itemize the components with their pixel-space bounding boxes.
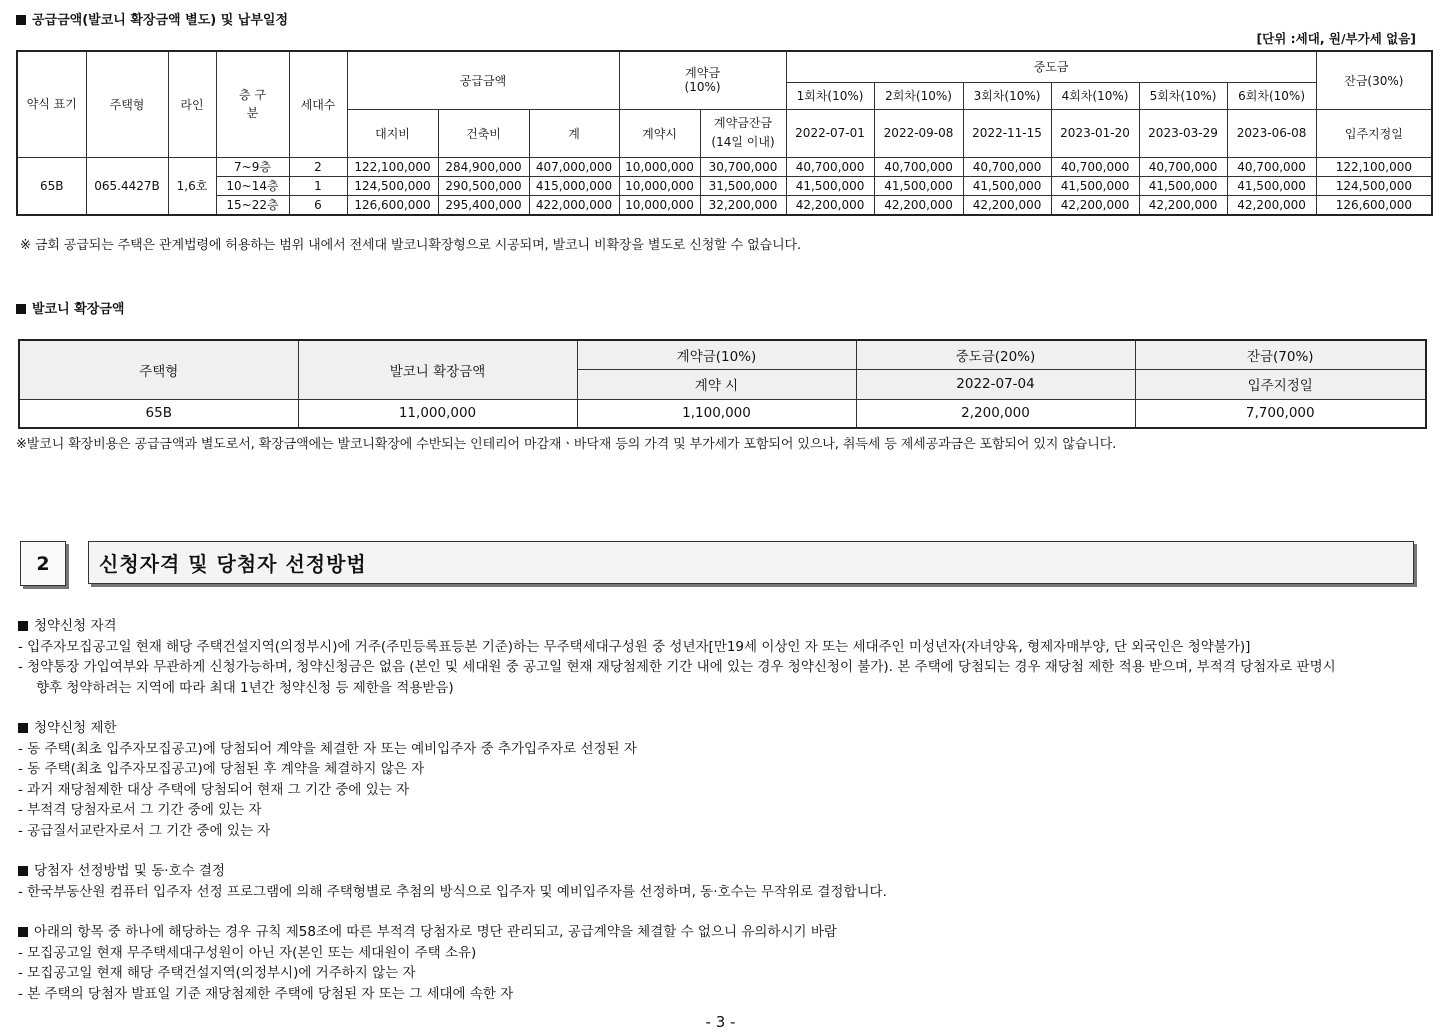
- row-units: 6: [289, 195, 347, 215]
- block-heading: [18, 922, 837, 943]
- row-interim-2: 40,700,000: [874, 157, 963, 176]
- row-interim-5: 42,200,000: [1139, 195, 1227, 215]
- square-bullet-icon: [18, 621, 28, 631]
- row-total: 422,000,000: [529, 195, 619, 215]
- balcony-header-amount: 발코니 확장금액: [298, 340, 577, 399]
- row-interim-4: 40,700,000: [1051, 157, 1139, 176]
- header-supply-amount: 공급금액: [347, 51, 619, 109]
- row-interim-2: 42,200,000: [874, 195, 963, 215]
- restriction-block: [18, 718, 637, 842]
- balcony-header-balance: 잔금(70%): [1135, 340, 1426, 369]
- list-item: - 동 주택(최초 입주자모집공고)에 당첨된 후 계약을 체결하지 않은 자: [18, 761, 425, 778]
- section-number: 2: [20, 541, 66, 586]
- header-interim-date-4: 2023-01-20: [1051, 109, 1139, 157]
- section-title: 신청자격 및 당첨자 선정방법: [88, 541, 1414, 584]
- list-item: - 공급질서교란자로서 그 기간 중에 있는 자: [18, 822, 271, 839]
- table-row: [19, 399, 1426, 428]
- supply-title-text: 공급금액(발코니 확장금액 별도) 및 납부일정: [32, 13, 289, 28]
- row-deposit-at: 10,000,000: [619, 157, 700, 176]
- row-interim-6: 42,200,000: [1227, 195, 1316, 215]
- row-building: 284,900,000: [438, 157, 529, 176]
- row-interim-5: 40,700,000: [1139, 157, 1227, 176]
- header-type: 주택형: [86, 51, 168, 157]
- header-balance: 잔금(30%): [1316, 51, 1432, 109]
- row-land: 122,100,000: [347, 157, 438, 176]
- balcony-row-type: 65B: [19, 399, 298, 428]
- header-deposit: 계약금 (10%): [619, 51, 786, 109]
- list-item: - 모집공고일 현재 해당 주택건설지역(의정부시)에 거주하지 않는 자: [18, 965, 416, 982]
- row-interim-1: 41,500,000: [786, 176, 874, 195]
- row-interim-4: 41,500,000: [1051, 176, 1139, 195]
- header-interim-round-6: 6회차(10%): [1227, 82, 1316, 109]
- header-abbr: 약식 표기: [17, 51, 86, 157]
- list-item: - 한국부동산원 컴퓨터 입주자 선정 프로그램에 의해 주택형별로 추첨의 방식으로 입주자 및 예비입주자를 선정하며, 동·호수는 무작위로 결정합니다.: [18, 883, 887, 900]
- block-heading: [18, 861, 887, 882]
- header-interim-date-1: 2022-07-01: [786, 109, 874, 157]
- group-abbr: 65B: [17, 157, 86, 215]
- header-deposit-at: 계약시: [619, 109, 700, 157]
- header-units: 세대수: [289, 51, 347, 157]
- ineligible-block: [18, 922, 837, 1004]
- balcony-header-type: 주택형: [19, 340, 298, 399]
- balcony-header-interim-sub: 2022-07-04: [856, 369, 1135, 399]
- balcony-header-deposit-sub: 계약 시: [577, 369, 856, 399]
- heading-text: 당첨자 선정방법 및 동·호수 결정: [34, 863, 225, 879]
- balcony-section-title: [16, 298, 124, 317]
- balcony-row-amount: 11,000,000: [298, 399, 577, 428]
- header-interim-round-5: 5회차(10%): [1139, 82, 1227, 109]
- header-interim-round-2: 2회차(10%): [874, 82, 963, 109]
- row-units: 2: [289, 157, 347, 176]
- row-floor: 10~14층: [216, 176, 289, 195]
- list-item: - 본 주택의 당첨자 발표일 기준 재당첨제한 주택에 당첨된 자 또는 그 세대에 속한 자: [18, 985, 514, 1002]
- list-item: - 동 주택(최초 입주자모집공고)에 당첨되어 계약을 체결한 자 또는 예비입주자 중 추가입주자로 선정된 자: [18, 740, 637, 757]
- list-item: - 과거 재당첨제한 대상 주택에 당첨되어 현재 그 기간 중에 있는 자: [18, 781, 410, 798]
- row-interim-1: 42,200,000: [786, 195, 874, 215]
- row-floor: 15~22층: [216, 195, 289, 215]
- block-heading: [18, 616, 1336, 637]
- header-interim-date-2: 2022-09-08: [874, 109, 963, 157]
- header-interim-round-1: 1회차(10%): [786, 82, 874, 109]
- row-interim-2: 41,500,000: [874, 176, 963, 195]
- group-line: 1,6호: [168, 157, 216, 215]
- table-row: [17, 157, 1432, 176]
- supply-section-title: [16, 9, 288, 28]
- heading-text: 아래의 항목 중 하나에 해당하는 경우 규칙 제58조에 따른 부적격 당첨자로 명단 관리되고, 공급계약을 체결할 수 없으니 유의하시기 바람: [34, 924, 837, 940]
- row-building: 290,500,000: [438, 176, 529, 195]
- header-floor: 층 구분: [216, 51, 289, 157]
- header-line: 라인: [168, 51, 216, 157]
- square-bullet-icon: [16, 304, 26, 314]
- row-balance: 124,500,000: [1316, 176, 1432, 195]
- header-interim-date-3: 2022-11-15: [963, 109, 1051, 157]
- header-deposit-rest: 계약금잔금 (14일 이내): [700, 109, 786, 157]
- square-bullet-icon: [18, 927, 28, 937]
- balcony-title-text: 발코니 확장금액: [32, 302, 125, 317]
- list-item: - 부적격 당첨자로서 그 기간 중에 있는 자: [18, 802, 262, 819]
- supply-note: ※ 금회 공급되는 주택은 관계법령에 허용하는 범위 내에서 전세대 발코니확장형으로 시공되며, 발코니 비확장을 별도로 신청할 수 없습니다.: [20, 238, 802, 253]
- row-balance: 122,100,000: [1316, 157, 1432, 176]
- header-interim-date-5: 2023-03-29: [1139, 109, 1227, 157]
- list-item: 향후 청약하려는 지역에 따라 최대 1년간 청약신청 등 제한을 적용받음): [36, 679, 454, 696]
- balcony-table: [18, 339, 1427, 429]
- row-deposit-rest: 32,200,000: [700, 195, 786, 215]
- row-total: 407,000,000: [529, 157, 619, 176]
- row-interim-1: 40,700,000: [786, 157, 874, 176]
- row-interim-4: 42,200,000: [1051, 195, 1139, 215]
- row-interim-3: 40,700,000: [963, 157, 1051, 176]
- row-interim-6: 41,500,000: [1227, 176, 1316, 195]
- header-interim: 중도금: [786, 51, 1316, 82]
- row-interim-3: 42,200,000: [963, 195, 1051, 215]
- header-interim-date-6: 2023-06-08: [1227, 109, 1316, 157]
- row-land: 126,600,000: [347, 195, 438, 215]
- header-land: 대지비: [347, 109, 438, 157]
- page-number: - 3 -: [705, 1013, 736, 1031]
- heading-text: 청약신청 자격: [34, 618, 117, 634]
- square-bullet-icon: [18, 866, 28, 876]
- balcony-note: ※발코니 확장비용은 공급금액과 별도로서, 확장금액에는 발코니확장에 수반되는 인테리어 마감재ㆍ바닥재 등의 가격 및 부가세가 포함되어 있으나, 취득세 등 제세공과금은 포함되어 있지 않습니다.: [16, 437, 1117, 452]
- row-land: 124,500,000: [347, 176, 438, 195]
- row-interim-3: 41,500,000: [963, 176, 1051, 195]
- selection-block: [18, 861, 887, 902]
- square-bullet-icon: [18, 723, 28, 733]
- balcony-header-interim: 중도금(20%): [856, 340, 1135, 369]
- block-heading: [18, 718, 637, 739]
- row-total: 415,000,000: [529, 176, 619, 195]
- row-interim-5: 41,500,000: [1139, 176, 1227, 195]
- list-item: - 청약통장 가입여부와 무관하게 신청가능하며, 청약신청금은 없음 (본인 및 세대원 중 공고일 현재 재당첨제한 기간 내에 있는 경우 청약신청이 불가). 본 주택에 당첨되는 경우 재당첨 제한 적용 받으며, 부적격 당첨자로 판명시: [18, 659, 1336, 676]
- balcony-row-balance: 7,700,000: [1135, 399, 1426, 428]
- eligibility-block: [18, 616, 1336, 698]
- row-balance: 126,600,000: [1316, 195, 1432, 215]
- header-building: 건축비: [438, 109, 529, 157]
- header-interim-round-3: 3회차(10%): [963, 82, 1051, 109]
- unit-label: [단위 :세대, 원/부가세 없음]: [1256, 31, 1416, 46]
- header-balance-date: 입주지정일: [1316, 109, 1432, 157]
- row-floor: 7~9층: [216, 157, 289, 176]
- group-type: 065.4427B: [86, 157, 168, 215]
- row-deposit-rest: 31,500,000: [700, 176, 786, 195]
- row-interim-6: 40,700,000: [1227, 157, 1316, 176]
- row-deposit-at: 10,000,000: [619, 176, 700, 195]
- header-total: 계: [529, 109, 619, 157]
- balcony-header-deposit: 계약금(10%): [577, 340, 856, 369]
- row-deposit-at: 10,000,000: [619, 195, 700, 215]
- row-building: 295,400,000: [438, 195, 529, 215]
- header-interim-round-4: 4회차(10%): [1051, 82, 1139, 109]
- heading-text: 청약신청 제한: [34, 720, 117, 736]
- square-bullet-icon: [16, 15, 26, 25]
- table-row: [17, 176, 1432, 195]
- balcony-row-interim: 2,200,000: [856, 399, 1135, 428]
- list-item: - 모집공고일 현재 무주택세대구성원이 아닌 자(본인 또는 세대원이 주택 소유): [18, 944, 477, 961]
- supply-table: [16, 50, 1433, 216]
- balcony-row-deposit: 1,100,000: [577, 399, 856, 428]
- balcony-header-balance-sub: 입주지정일: [1135, 369, 1426, 399]
- list-item: - 입주자모집공고일 현재 해당 주택건설지역(의정부시)에 거주(주민등록표등본 기준)하는 무주택세대구성원 중 성년자[만19세 이상인 자 또는 세대주인 미성년자(자녀양육, 형제자매부양, 단 외국인은 청약불가)]: [18, 638, 1251, 655]
- table-row: [17, 195, 1432, 215]
- row-deposit-rest: 30,700,000: [700, 157, 786, 176]
- row-units: 1: [289, 176, 347, 195]
